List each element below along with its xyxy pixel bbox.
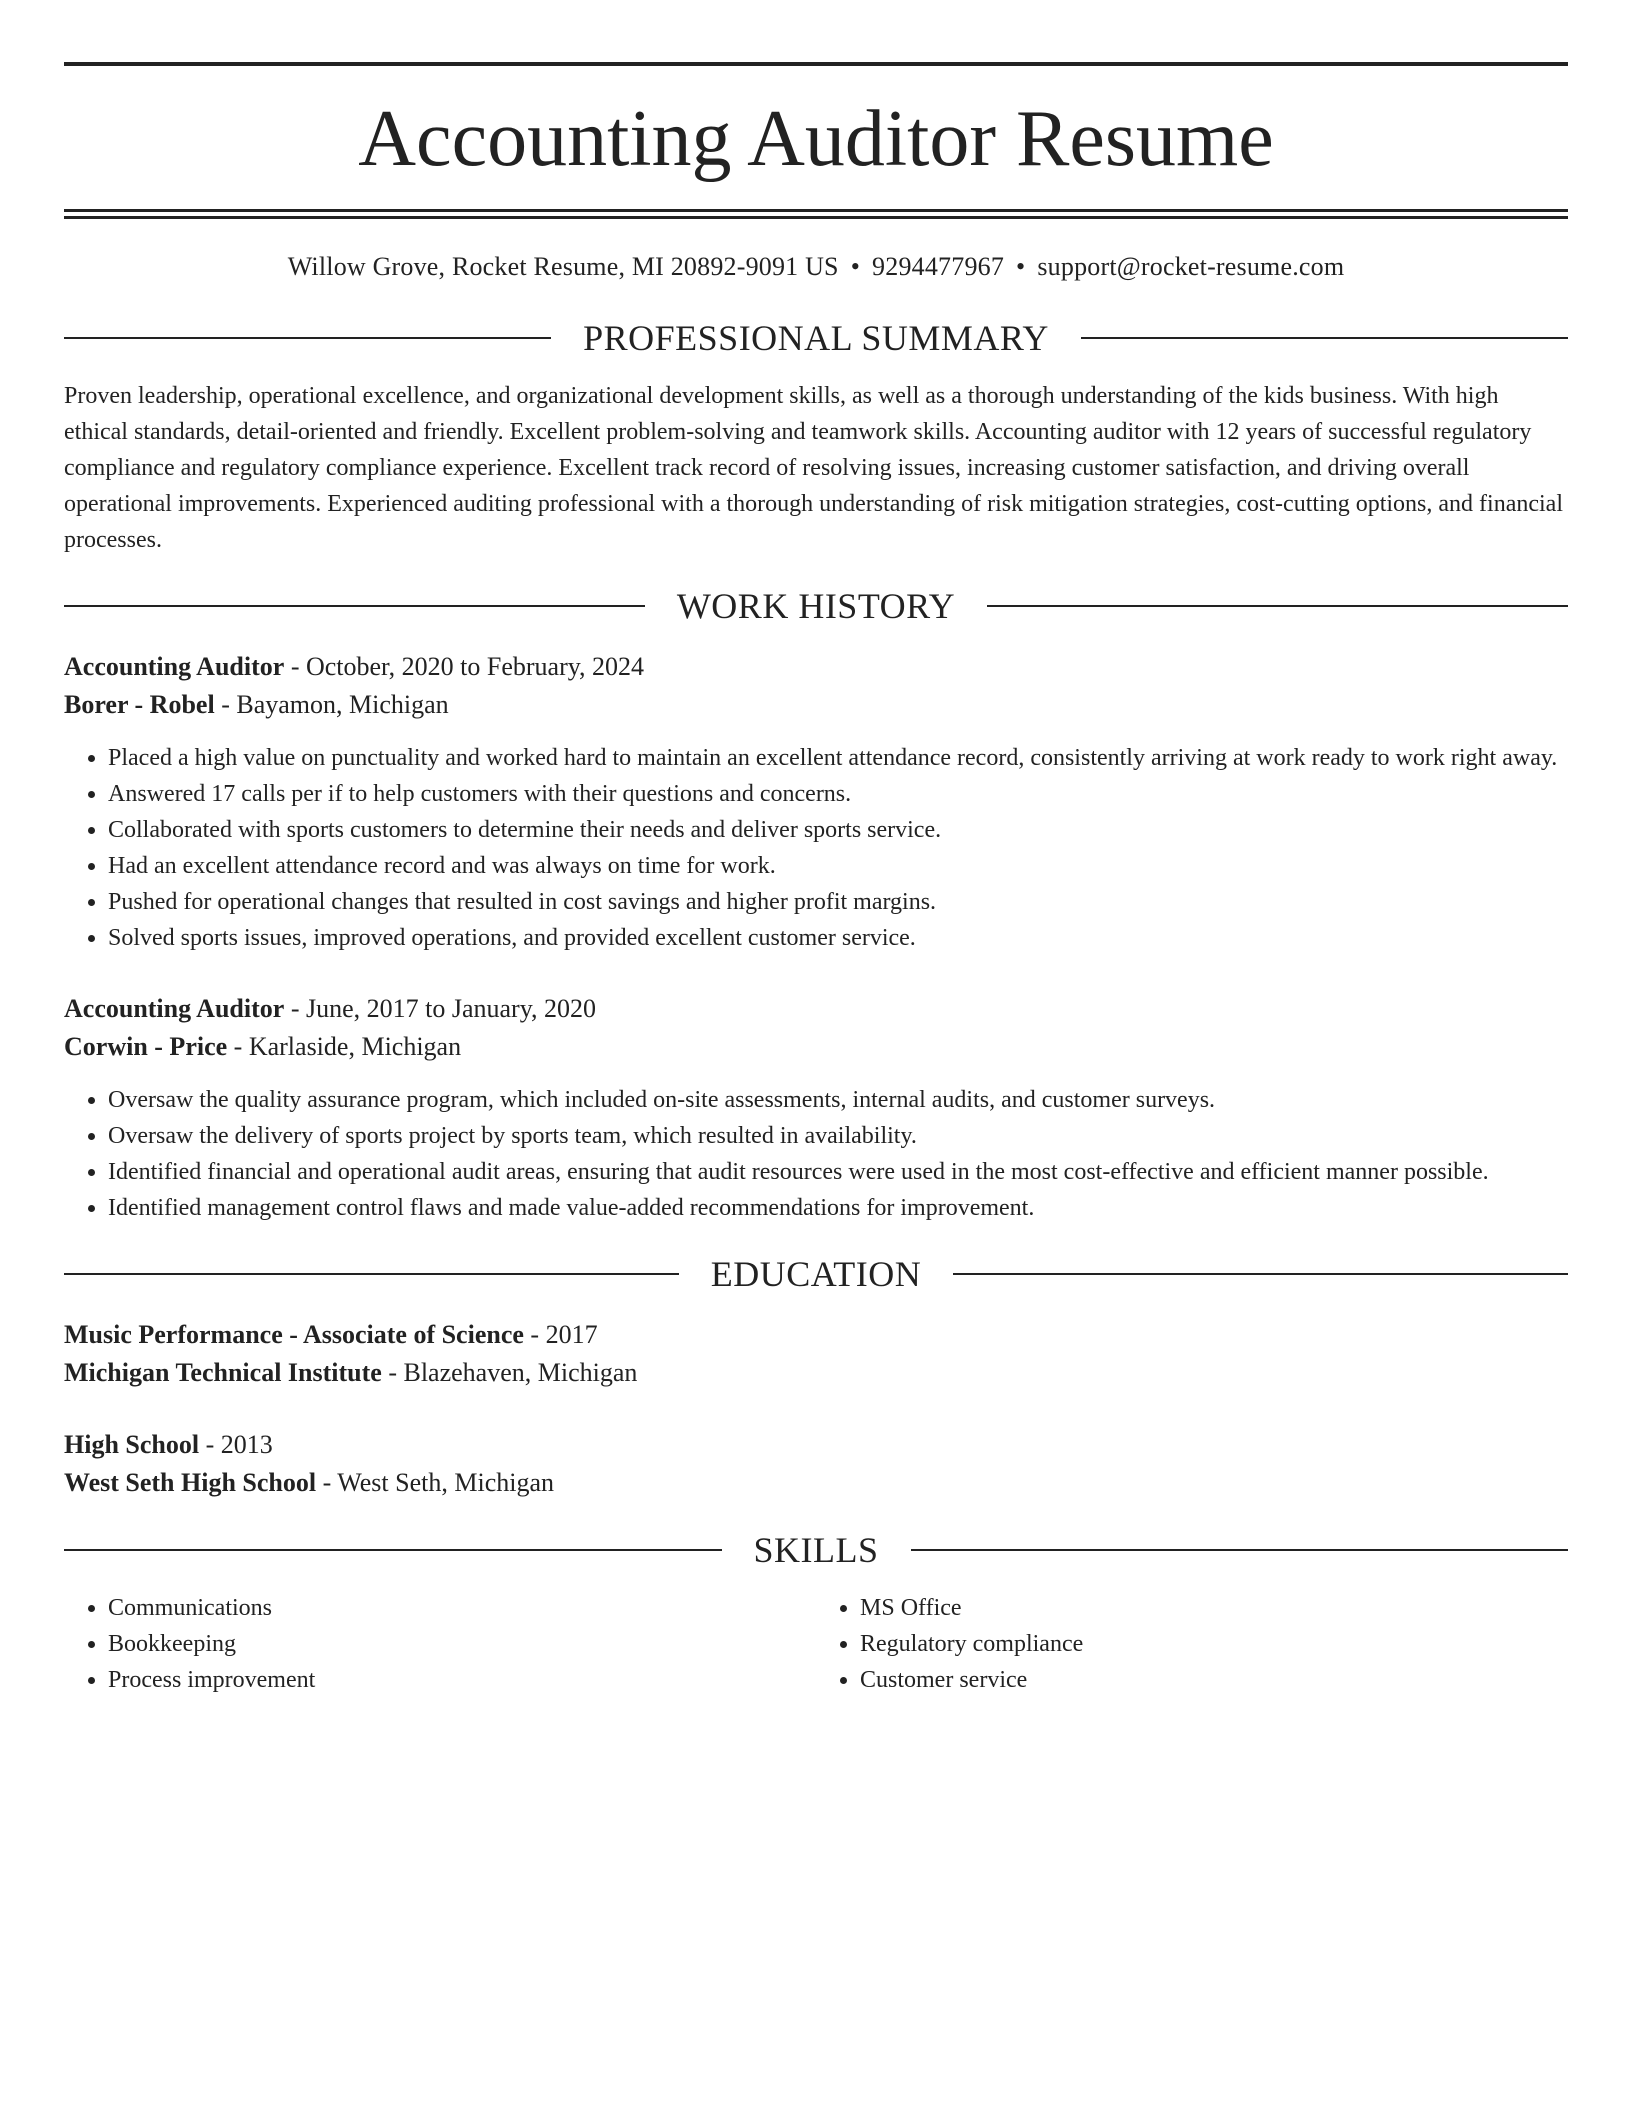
list-item: • Regulatory compliance bbox=[860, 1626, 1568, 1662]
section-title: EDUCATION bbox=[710, 1254, 922, 1294]
education-location: - Blazehaven, Michigan bbox=[381, 1358, 638, 1387]
education-school-line bbox=[64, 1464, 1568, 1502]
job-entry bbox=[64, 990, 1568, 1226]
section-header-skills bbox=[64, 1532, 1568, 1568]
contact-separator: • bbox=[850, 252, 861, 281]
resume-title: Accounting Auditor Resume bbox=[358, 95, 1274, 183]
contact-separator: • bbox=[1016, 252, 1026, 281]
list-item: • Oversaw the delivery of sports project by sports team, which resulted in availability. bbox=[108, 1118, 1568, 1154]
list-item: • Process improvement bbox=[108, 1662, 816, 1698]
skills-list bbox=[64, 1590, 1568, 1698]
section-header-summary bbox=[64, 320, 1568, 356]
skills-column-right bbox=[816, 1590, 1568, 1698]
section-header-education bbox=[64, 1256, 1568, 1292]
education-degree: Music Performance - Associate of Science bbox=[64, 1320, 524, 1349]
job-title-line bbox=[64, 648, 1568, 686]
list-item: • Identified management control flaws and made value-added recommendations for improvement. bbox=[108, 1190, 1568, 1226]
resume-page bbox=[64, 0, 1568, 1698]
job-dates: - June, 2017 to January, 2020 bbox=[284, 994, 597, 1023]
list-item: • Collaborated with sports customers to determine their needs and deliver sports service. bbox=[108, 812, 1568, 848]
education-school-line bbox=[64, 1354, 1568, 1392]
title-double-rule bbox=[64, 209, 1568, 219]
section-rule bbox=[64, 1273, 679, 1275]
section-header-work bbox=[64, 588, 1568, 624]
summary-text: Proven leadership, operational excellence, and organizational development skills, as well as a thorough understanding of the kids business. With high ethical standards, detail-oriented and friendly. Excellent problem-solving and teamwork skills. Accounting auditor with 12 years of successful regulatory compliance and regulatory compliance experience. Excellent track record of resolving issues, increasing customer satisfaction, and driving overall operational improvements. Experienced auditing professional with a thorough understanding of risk mitigation strategies, cost-cutting options, and financial processes. bbox=[64, 383, 1563, 553]
list-item: • Customer service bbox=[860, 1662, 1568, 1698]
education-school: Michigan Technical Institute bbox=[64, 1358, 382, 1387]
list-item: • Solved sports issues, improved operations, and provided excellent customer service. bbox=[108, 920, 1568, 956]
job-title-line bbox=[64, 990, 1568, 1028]
list-item: • Oversaw the quality assurance program, which included on-site assessments, internal audits, and customer surveys. bbox=[108, 1082, 1568, 1118]
education-year: - 2013 bbox=[199, 1430, 273, 1459]
list-item: • Had an excellent attendance record and was always on time for work. bbox=[108, 848, 1568, 884]
skills-column-left bbox=[64, 1590, 816, 1698]
education-school: West Seth High School bbox=[64, 1468, 317, 1497]
list-item: • Bookkeeping bbox=[108, 1626, 816, 1662]
education-degree: High School bbox=[64, 1430, 200, 1459]
list-item: • Pushed for operational changes that resulted in cost savings and higher profit margins. bbox=[108, 884, 1568, 920]
list-item: • Placed a high value on punctuality and worked hard to maintain an excellent attendance record, consistently arriving at work ready to work right away. bbox=[108, 740, 1568, 776]
section-rule bbox=[987, 605, 1568, 607]
job-company: Corwin - Price bbox=[64, 1032, 228, 1061]
contact-line bbox=[64, 252, 1568, 282]
list-item: • Communications bbox=[108, 1590, 816, 1626]
section-title: PROFESSIONAL SUMMARY bbox=[583, 318, 1049, 358]
contact-phone: 9294477967 bbox=[872, 252, 1005, 281]
education-location: - West Seth, Michigan bbox=[316, 1468, 554, 1497]
education-degree-line bbox=[64, 1426, 1568, 1464]
education-entry bbox=[64, 1316, 1568, 1392]
section-rule bbox=[911, 1549, 1569, 1551]
list-item: • Identified financial and operational audit areas, ensuring that audit resources were used in the most cost-effective and efficient manner possible. bbox=[108, 1154, 1568, 1190]
job-company-line bbox=[64, 1028, 1568, 1066]
top-rule bbox=[64, 62, 1568, 66]
contact-email: support@rocket-resume.com bbox=[1037, 252, 1345, 281]
job-entry bbox=[64, 648, 1568, 956]
section-rule bbox=[953, 1273, 1568, 1275]
contact-address: Willow Grove, Rocket Resume, MI 20892-9091 US bbox=[287, 252, 839, 281]
job-title: Accounting Auditor bbox=[64, 652, 285, 681]
education-year: - 2017 bbox=[523, 1320, 598, 1349]
section-rule bbox=[64, 337, 551, 339]
job-bullets bbox=[64, 740, 1568, 956]
section-title: SKILLS bbox=[753, 1530, 879, 1570]
education-degree-line bbox=[64, 1316, 1568, 1354]
education-entry bbox=[64, 1426, 1568, 1502]
job-bullets bbox=[64, 1082, 1568, 1226]
list-item: • MS Office bbox=[860, 1590, 1568, 1626]
section-rule bbox=[64, 1549, 722, 1551]
job-location: - Bayamon, Michigan bbox=[214, 690, 449, 719]
section-rule bbox=[64, 605, 645, 607]
job-location: - Karlaside, Michigan bbox=[227, 1032, 462, 1061]
section-rule bbox=[1081, 337, 1568, 339]
section-title: WORK HISTORY bbox=[676, 586, 956, 626]
job-dates: - October, 2020 to February, 2024 bbox=[284, 652, 645, 681]
list-item: • Answered 17 calls per if to help customers with their questions and concerns. bbox=[108, 776, 1568, 812]
job-title: Accounting Auditor bbox=[64, 994, 285, 1023]
job-company: Borer - Robel bbox=[64, 690, 215, 719]
job-company-line bbox=[64, 686, 1568, 724]
